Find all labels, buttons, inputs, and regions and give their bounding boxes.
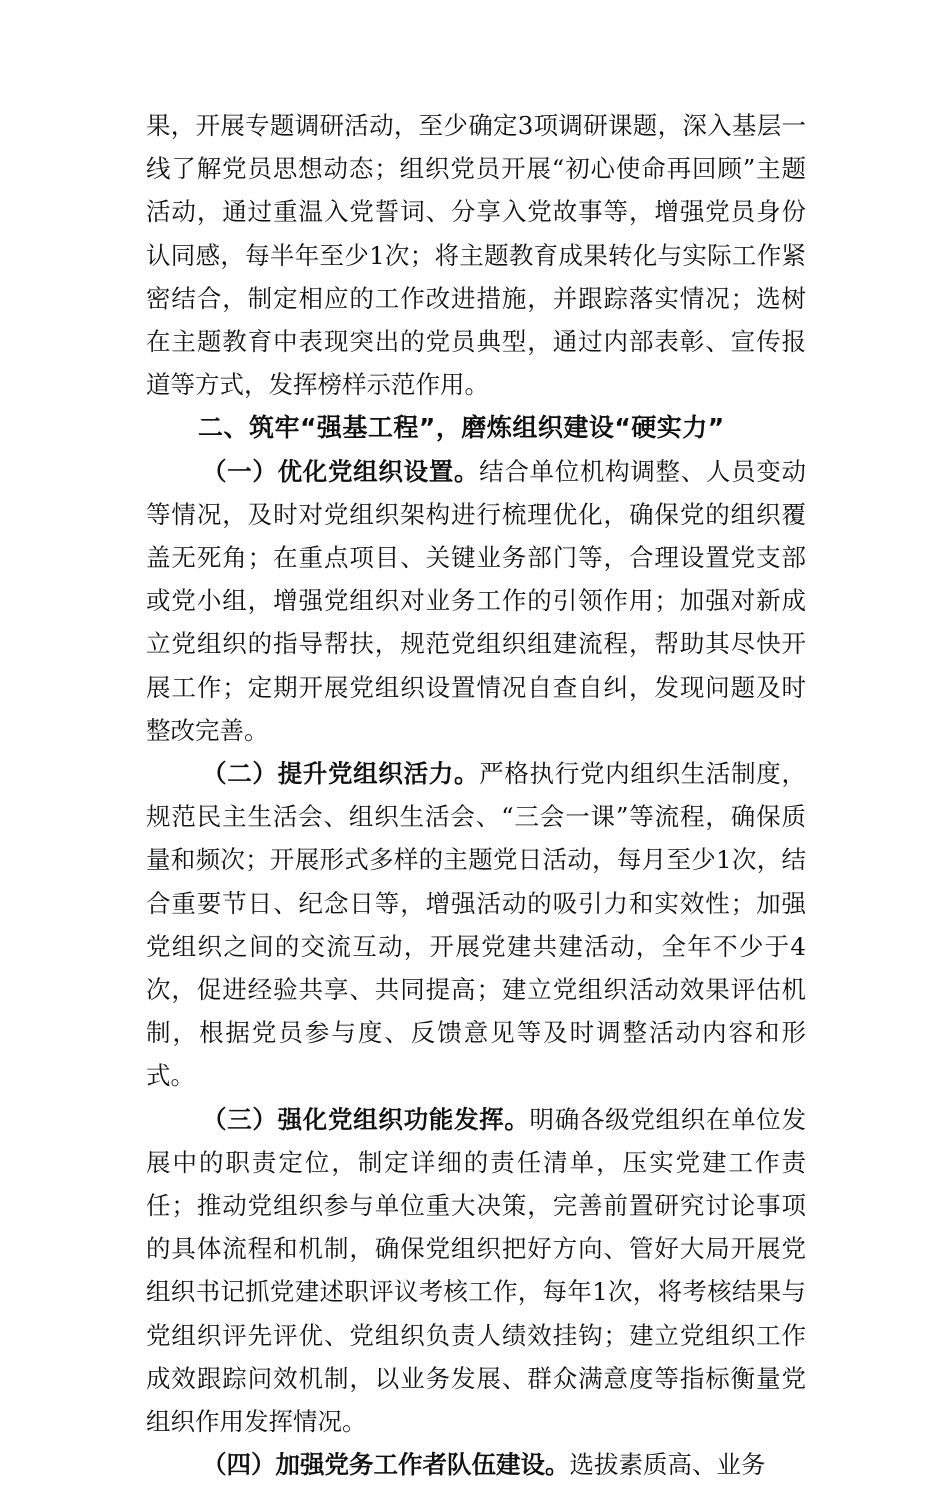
subsection-2 [146,752,806,1098]
subsection-4-body: 选拔素质高、业务 [569,1450,766,1480]
subsection-4-title: （四）加强党务工作者队伍建设。 [202,1450,570,1480]
subsection-1 [146,450,806,752]
subsection-3 [146,1098,806,1444]
subsection-1-body: 结合单位机构调整、人员变动等情况，及时对党组织架构进行梳理优化，确保党的组织覆盖无死角；在重点项目、关键业务部门等，合理设置党支部或党小组，增强党组织对业务工作的引领作用；加强对新成立党组织的指导帮扶，规范党组织组建流程，帮助其尽快开展工作；定期开展党组织设置情况自查自纠，发现问题及时整改完善。 [146,456,807,745]
section-heading: 二、筑牢“强基工程”，磨炼组织建设“硬实力” [198,413,725,443]
subsection-3-body: 明确各级党组织在单位发展中的职责定位，制定详细的责任清单，压实党建工作责任；推动党组织参与单位重大决策，完善前置研究讨论事项的具体流程和机制，确保党组织把好方向、管好大局开展党组织书记抓党建述职评议考核工作，每年1次，将考核结果与党组织评先评优、党组织负责人绩效挂钩；建立党组织工作成效跟踪问效机制，以业务发展、群众满意度等指标衡量党组织作用发挥情况。 [146,1104,807,1437]
subsection-2-body: 严格执行党内组织生活制度，规范民主生活会、组织生活会、“三会一课”等流程，确保质量和频次；开展形式多样的主题党日活动，每月至少1次，结合重要节日、纪念日等，增强活动的吸引力和实效性；加强党组织之间的交流互动，开展党建共建活动，全年不少于4次，促进经验共享、共同提高；建立党组织活动效果评估机制，根据党员参与度、反馈意见等及时调整活动内容和形式。 [146,759,807,1091]
subsection-3-title: （三）强化党组织功能发挥。 [202,1104,530,1134]
subsection-1-title: （一）优化党组织设置。 [202,456,480,486]
document-page [146,104,806,1487]
paragraph-continued: 果，开展专题调研活动，至少确定3项调研课题，深入基层一线了解党员思想动态；组织党员开展“初心使命再回顾”主题活动，通过重温入党誓词、分享入党故事等，增强党员身份认同感，每半年至少1次；将主题教育成果转化与实际工作紧密结合，制定相应的工作改进措施，并跟踪落实情况；选树在主题教育中表现突出的党员典型，通过内部表彰、宣传报道等方式，发挥榜样示范作用。 [146,111,806,400]
subsection-4 [146,1443,806,1486]
subsection-2-title: （二）提升党组织活力。 [202,759,480,789]
